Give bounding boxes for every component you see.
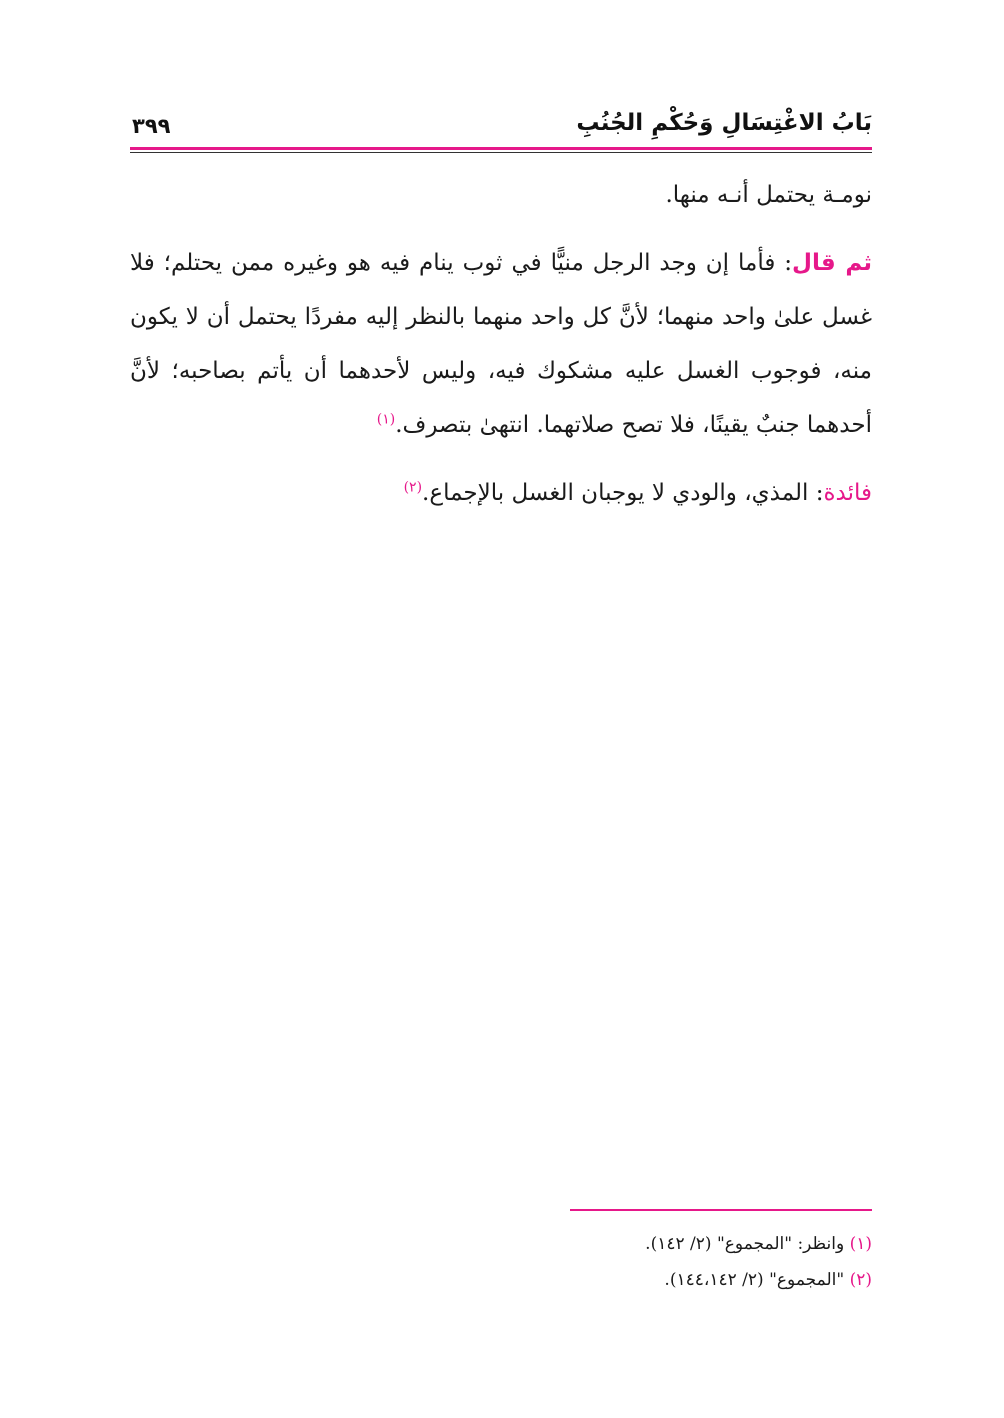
paragraph-2-label: ثم قال xyxy=(792,250,873,276)
footnote-2-number: (٢) xyxy=(849,1270,872,1290)
paragraph-2-text: : فأما إن وجد الرجل منيًّا في ثوب ينام فيه هو وغيره ممن يحتلم؛ فلا غسل علىٰ واحد منهما؛ لأنَّ كل واحد منهما بالنظر إليه مفردًا يحتمل أن لا يكون منه، فوجوب الغسل عليه مشكوك فيه، وليس لأحدهما أن يأتم بصاحبه؛ لأنَّ أحدهما جنبٌ يقينًا، فلا تصح صلاتهما. انتهىٰ بتصرف. xyxy=(130,250,872,438)
footnote-2 xyxy=(130,1262,872,1298)
footnotes xyxy=(130,1226,872,1298)
page-header xyxy=(130,104,872,152)
footnote-1 xyxy=(130,1226,872,1262)
chapter-title: بَابُ الاغْتِسَالِ وَحُكْمِ الجُنُبِ xyxy=(576,110,872,136)
header-rule-dark xyxy=(130,152,872,153)
paragraph-1-text: نومـة يحتمل أنـه منها. xyxy=(665,182,872,208)
body-text xyxy=(130,168,872,520)
footnote-ref-1[interactable]: (١) xyxy=(376,411,396,428)
header-rule-accent xyxy=(130,147,872,150)
page-number: ٣٩٩ xyxy=(132,114,171,138)
footnote-2-text: "المجموع" (٢/ ١٤٤،١٤٢). xyxy=(664,1270,850,1290)
footnote-1-number: (١) xyxy=(849,1234,872,1254)
paragraph-1 xyxy=(130,168,872,222)
paragraph-2 xyxy=(130,236,872,452)
paragraph-3-text: : المذي، والودي لا يوجبان الغسل بالإجماع. xyxy=(422,480,824,506)
paragraph-3 xyxy=(130,466,872,520)
footnote-ref-2[interactable]: (٢) xyxy=(403,479,423,496)
paragraph-3-label: فائدة xyxy=(823,480,872,506)
footnote-separator xyxy=(570,1209,872,1211)
footnote-1-text: وانظر: "المجموع" (٢/ ١٤٢). xyxy=(645,1234,850,1254)
